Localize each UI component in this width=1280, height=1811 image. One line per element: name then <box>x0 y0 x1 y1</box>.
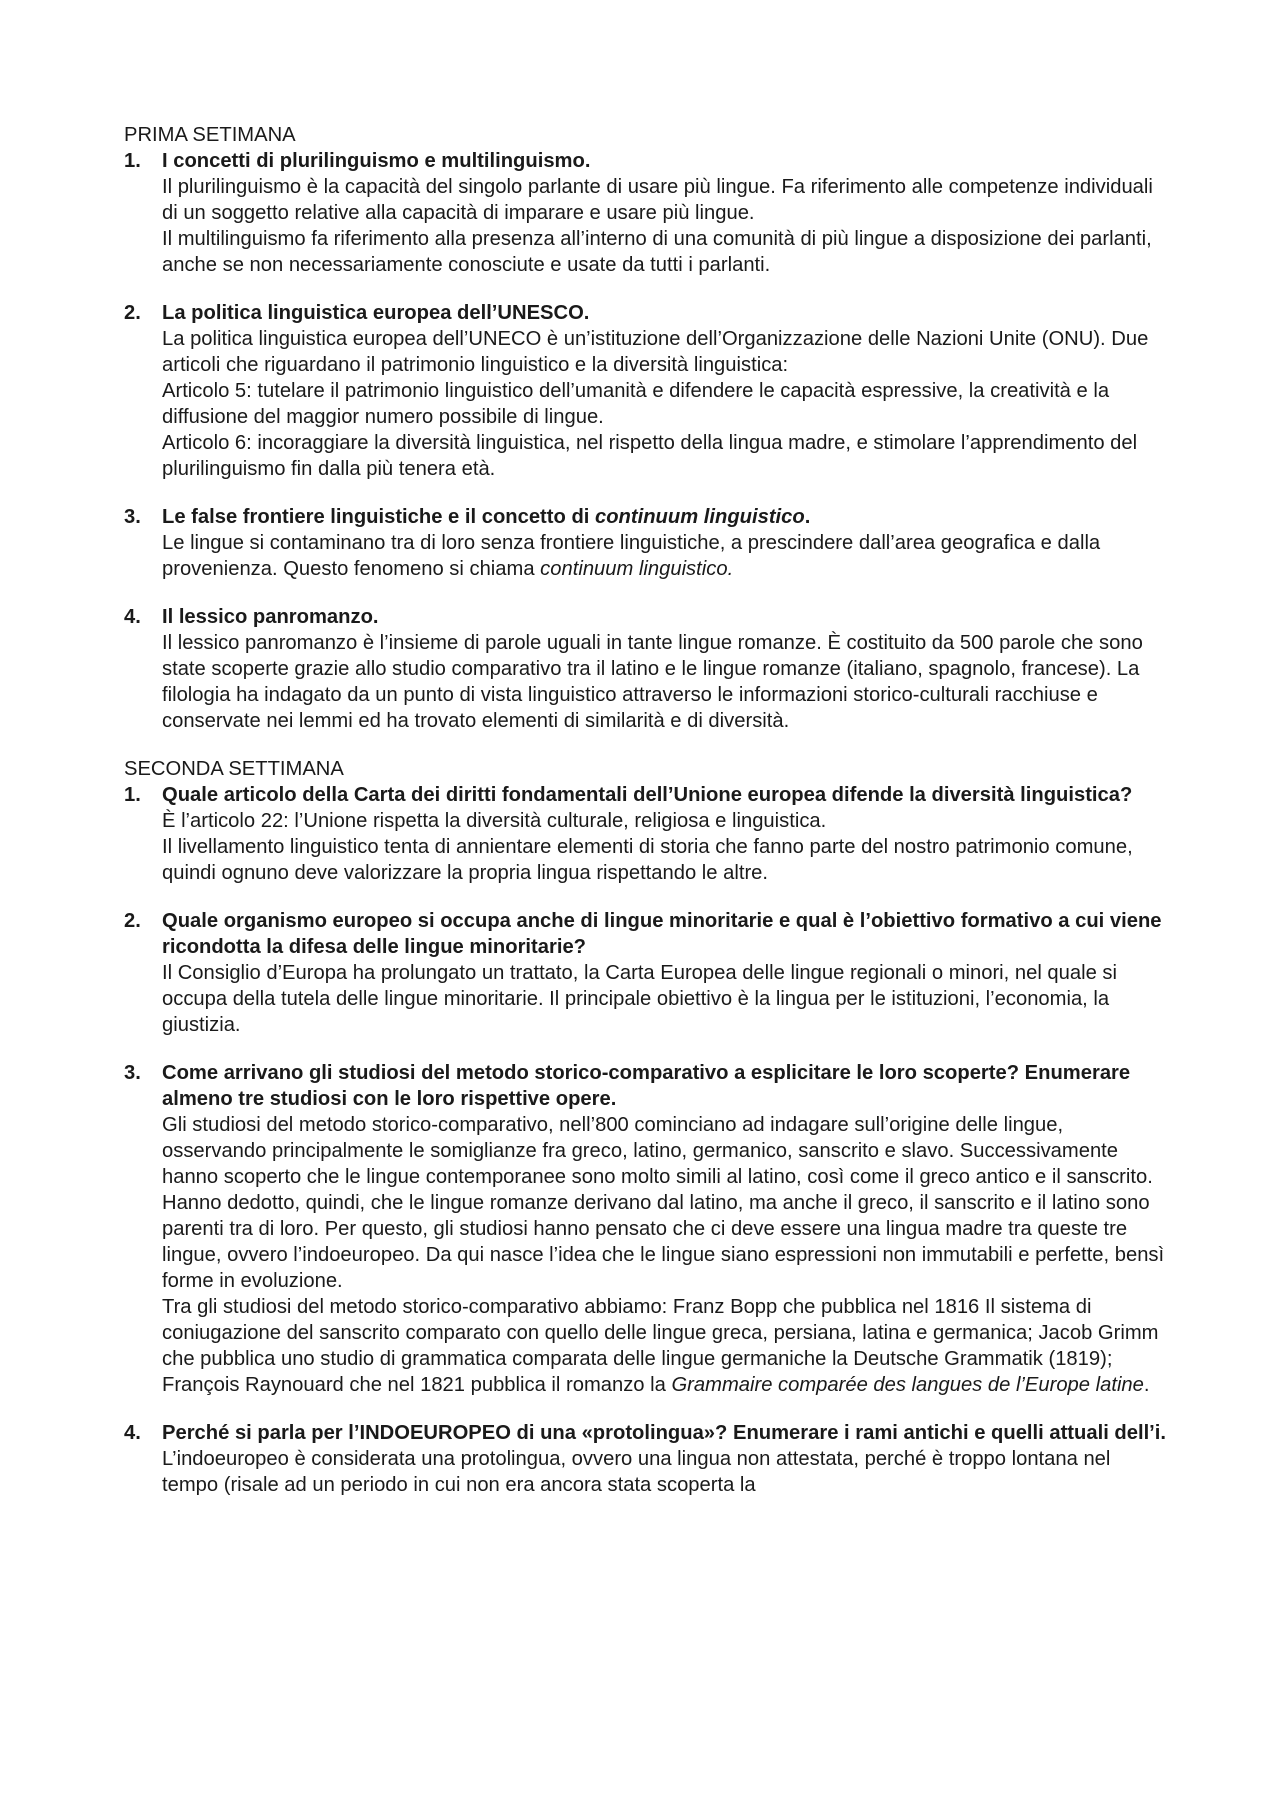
list-item <box>124 604 1170 734</box>
answer-emphasis: Grammaire comparée des langues de l’Europe latine <box>671 1374 1144 1396</box>
question <box>162 504 1170 530</box>
answer-paragraph: Il plurilinguismo è la capacità del singolo parlante di usare più lingue. Fa riferimento alle competenze individuali di un soggetto relative alla capacità di imparare e usare più lingue. <box>162 176 1153 224</box>
item-number: 2. <box>124 302 141 324</box>
answer-paragraph: Il multilinguismo fa riferimento alla presenza all’interno di una comunità di più lingue a disposizione dei parlanti, anche se non necessariamente conosciute e usate da tutti i parlanti. <box>162 228 1152 276</box>
answer-paragraph: Gli studiosi del metodo storico-comparativo, nell’800 cominciano ad indagare sull’origine delle lingue, osservando principalmente le somiglianze fra greco, latino, germanico, sanscrito e slavo. Successivamente hanno scoperto che le lingue contemporanee sono molto simili al latino, così come il greco antico e il sanscrito. Hanno dedotto, quindi, che le lingue romanze derivano dal latino, ma anche il greco, il sanscrito e il latino sono parenti tra di loro. Per questo, gli studiosi hanno pensato che ci deve essere una lingua madre tra queste tre lingue, ovvero l’indoeuropeo. Da qui nasce l’idea che le lingue siano espressioni non immutabili e perfette, bensì forme in evoluzione. <box>162 1114 1165 1292</box>
question-text: . <box>804 506 811 528</box>
week-2-section <box>124 756 1170 1498</box>
question: Quale articolo della Carta dei diritti fondamentali dell’Unione europea difende la diversità linguistica? <box>162 784 1133 806</box>
week-2-title: SECONDA SETTIMANA <box>124 758 344 780</box>
answer-paragraph: Il livellamento linguistico tenta di annientare elementi di storia che fanno parte del nostro patrimonio comune, quindi ognuno deve valorizzare la propria lingua rispettando le altre. <box>162 836 1133 884</box>
week-1-title: PRIMA SETIMANA <box>124 124 296 146</box>
answer-text: Le lingue si contaminano tra di loro senza frontiere linguistiche, a prescindere dall’area geografica e dalla provenienza. Questo fenomeno si chiama <box>162 532 1101 580</box>
answer-emphasis: continuum linguistico. <box>540 558 734 580</box>
answer-paragraph: Articolo 5: tutelare il patrimonio linguistico dell’umanità e difendere le capacità espressive, la creatività e la diffusione del maggior numero possibile di lingue. <box>162 380 1110 428</box>
question: Perché si parla per l’INDOEUROPEO di una «protolingua»? Enumerare i rami antichi e quelli attuali dell’i. <box>162 1422 1167 1444</box>
answer-paragraph: La politica linguistica europea dell’UNECO è un’istituzione dell’Organizzazione delle Nazioni Unite (ONU). Due articoli che riguardano il patrimonio linguistico e la diversità linguistica: <box>162 328 1149 376</box>
list-item <box>124 908 1170 1038</box>
question: Come arrivano gli studiosi del metodo storico-comparativo a esplicitare le loro scoperte? Enumerare almeno tre studiosi con le loro rispettive opere. <box>162 1062 1131 1110</box>
list-item <box>124 1420 1170 1498</box>
item-number: 1. <box>124 150 141 172</box>
list-item <box>124 504 1170 582</box>
item-number: 3. <box>124 506 141 528</box>
question: La politica linguistica europea dell’UNESCO. <box>162 302 590 324</box>
answer-paragraph: È l’articolo 22: l’Unione rispetta la diversità culturale, religiosa e linguistica. <box>162 810 827 832</box>
answer-paragraph: L’indoeuropeo è considerata una protolingua, ovvero una lingua non attestata, perché è troppo lontana nel tempo (risale ad un periodo in cui non era ancora stata scoperta la <box>162 1448 1111 1496</box>
question: I concetti di plurilinguismo e multilinguismo. <box>162 150 591 172</box>
week-1-section <box>124 122 1170 734</box>
question-text: Le false frontiere linguistiche e il concetto di <box>162 506 595 528</box>
answer-paragraph <box>162 1294 1170 1398</box>
list-item <box>124 148 1170 278</box>
answer-paragraph: Il lessico panromanzo è l’insieme di parole uguali in tante lingue romanze. È costituito da 500 parole che sono state scoperte grazie allo studio comparativo tra il latino e le lingue romanze (italiano, spagnolo, francese). La filologia ha indagato da un punto di vista linguistico attraverso le informazioni storico-culturali racchiuse e conservate nei lemmi ed ha trovato elementi di similarità e di diversità. <box>162 632 1143 732</box>
question-emphasis: continuum linguistico <box>595 506 805 528</box>
list-item <box>124 782 1170 886</box>
item-number: 4. <box>124 1422 141 1444</box>
question: Quale organismo europeo si occupa anche di lingue minoritarie e qual è l’obiettivo formativo a cui viene ricondotta la difesa delle lingue minoritarie? <box>162 910 1162 958</box>
item-number: 2. <box>124 910 141 932</box>
answer-paragraph: Articolo 6: incoraggiare la diversità linguistica, nel rispetto della lingua madre, e stimolare l’apprendimento del plurilinguismo fin dalla più tenera età. <box>162 432 1138 480</box>
item-number: 3. <box>124 1062 141 1084</box>
list-item <box>124 300 1170 482</box>
week-2-list <box>124 782 1170 1498</box>
item-number: 4. <box>124 606 141 628</box>
list-item <box>124 1060 1170 1398</box>
week-1-list <box>124 148 1170 734</box>
item-number: 1. <box>124 784 141 806</box>
answer-paragraph <box>162 530 1170 582</box>
answer-text: . <box>1143 1374 1150 1396</box>
question: Il lessico panromanzo. <box>162 606 379 628</box>
answer-paragraph: Il Consiglio d’Europa ha prolungato un trattato, la Carta Europea delle lingue regionali o minori, nel quale si occupa della tutela delle lingue minoritarie. Il principale obiettivo è la lingua per le istituzioni, l’economia, la giustizia. <box>162 962 1118 1036</box>
answer-text: Tra gli studiosi del metodo storico-comparativo abbiamo: Franz Bopp che pubblica nel 1816 Il sistema di coniugazione del sanscrito comparato con quello delle lingue greca, persiana, latina e germanica; Jacob Grimm che pubblica uno studio di grammatica comparata delle lingue germaniche la Deutsche Grammatik (1819); François Raynouard che nel 1821 pubblica il romanzo la <box>162 1296 1159 1396</box>
